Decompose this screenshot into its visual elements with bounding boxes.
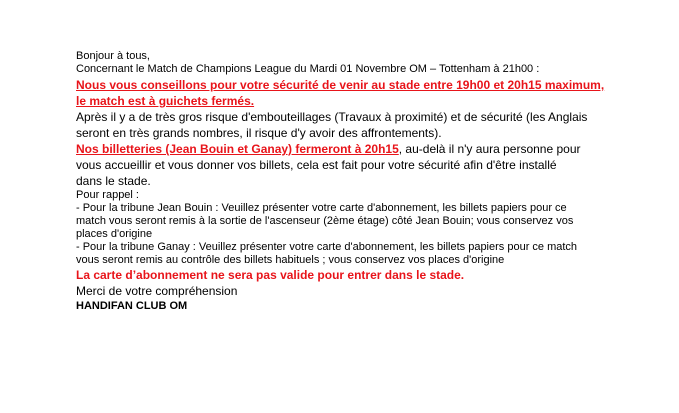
ticketing-closing-highlight: Nos billetteries (Jean Bouin et Ganay) fermeront à 20h15: [76, 142, 399, 156]
ticketing-paragraph-line-3: dans le stade.: [76, 174, 151, 188]
thanks-text: Merci de votre compréhension: [76, 284, 238, 298]
reminder-heading: Pour rappel :: [76, 189, 139, 201]
signature: HANDIFAN CLUB OM: [76, 300, 188, 312]
jean-bouin-line-3: places d'origine: [76, 228, 153, 240]
greeting-text: Bonjour à tous,: [76, 50, 150, 62]
ticketing-paragraph-line-1: [76, 141, 636, 157]
traffic-paragraph-line-1: Après il y a de très gros risque d'embouteillages (Travaux à proximité) et de sécurité (les Anglais: [76, 110, 588, 124]
jean-bouin-line-2: match vous seront remis à la sortie de l'ascenseur (2ème étage) côté Jean Bouin; vous conservez vos: [76, 215, 574, 227]
message-body: [76, 50, 636, 313]
arrival-warning-line-1: Nous vous conseillons pour votre sécurité de venir au stade entre 19h00 et 20h15 maximum,: [76, 78, 605, 92]
arrival-warning-line-2: le match est à guichets fermés.: [76, 94, 255, 108]
ganay-line-1: - Pour la tribune Ganay : Veuillez présenter votre carte d'abonnement, les billets papiers pour ce match: [76, 241, 578, 253]
traffic-paragraph-line-2: seront en très grands nombres, il risque d'y avoir des affrontements).: [76, 126, 442, 140]
ticketing-paragraph-rest: , au-delà il n'y aura personne pour: [398, 142, 581, 156]
subject-text: Concernant le Match de Champions League du Mardi 01 Novembre OM – Tottenham à 21h00 :: [76, 63, 540, 75]
ticketing-paragraph-line-2: vous accueillir et vous donner vos billets, cela est fait pour votre sécurité afin d'être installé: [76, 158, 557, 172]
jean-bouin-line-1: - Pour la tribune Jean Bouin : Veuillez présenter votre carte d'abonnement, les billets papiers pour ce: [76, 202, 567, 214]
card-validity-warning: La carte d’abonnement ne sera pas valide pour entrer dans le stade.: [76, 268, 465, 282]
ganay-line-2: vous seront remis au contrôle des billets habituels ; vous conservez vos places d'origine: [76, 254, 505, 266]
